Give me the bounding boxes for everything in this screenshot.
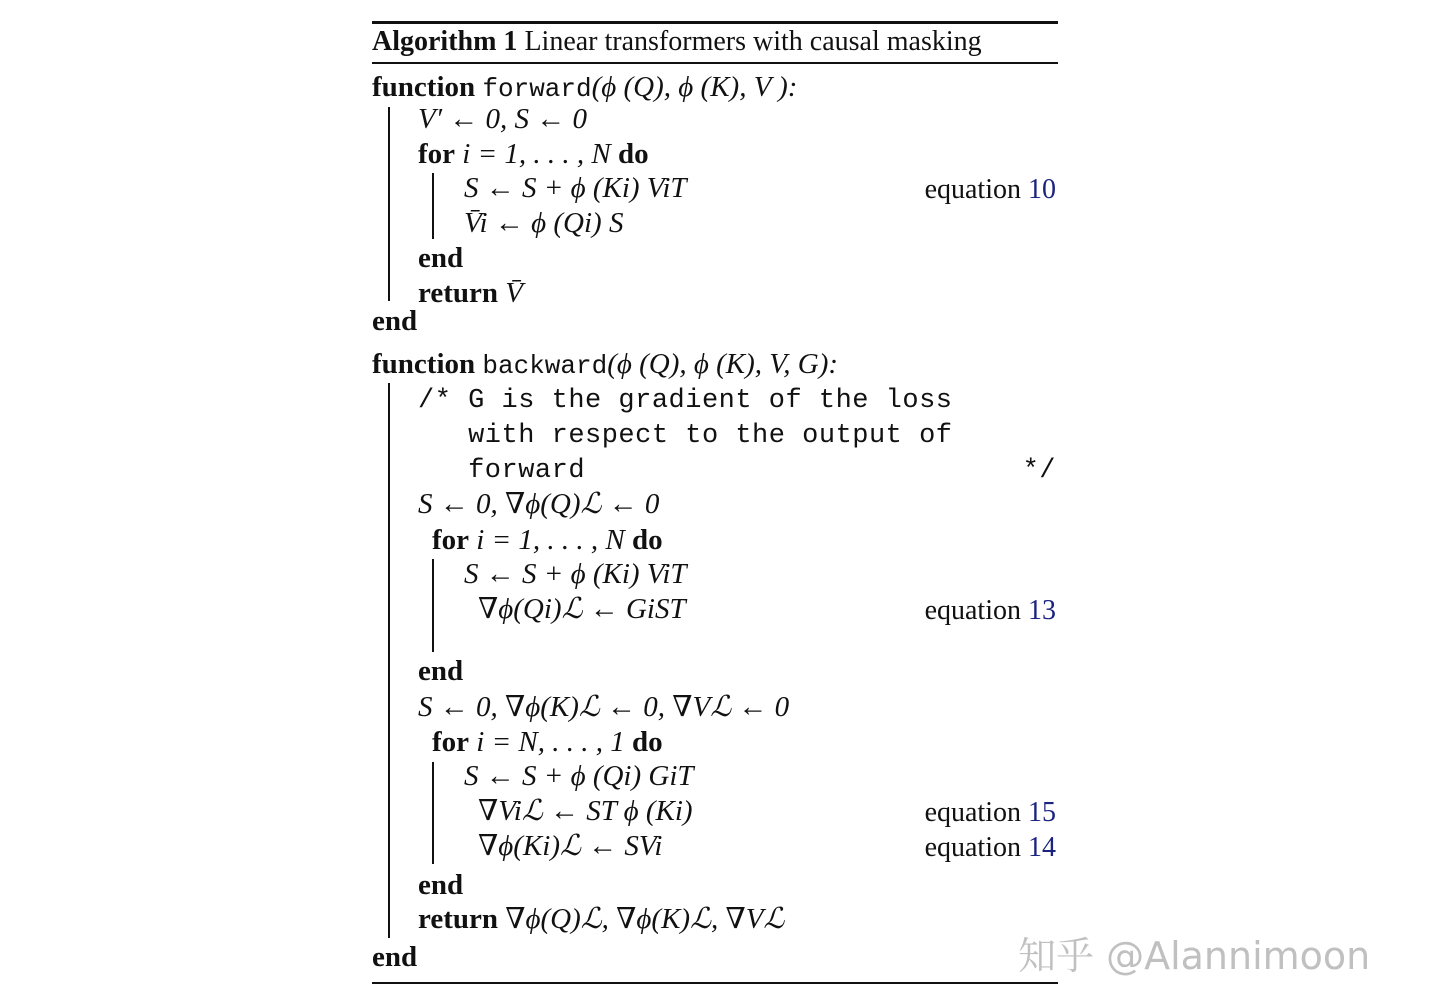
forward-return xyxy=(418,279,523,308)
equation-label: equation xyxy=(924,797,1021,828)
forward-line-1-note xyxy=(925,176,1056,204)
keyword-function: function xyxy=(372,71,476,103)
equation-label: equation xyxy=(924,174,1021,205)
backward-loop-2-line-1: S ← S + ϕ (Qi) GiT xyxy=(464,760,694,792)
backward-loop-1-line-2: ∇ϕ(Qi)ℒ ← GiST xyxy=(478,593,686,625)
backward-args: (ϕ (Q), ϕ (K), V, G): xyxy=(607,348,839,380)
backward-end-for-2: end xyxy=(418,869,464,901)
keyword-function: function xyxy=(372,348,476,380)
forward-init: V′ ← 0, S ← 0 xyxy=(418,103,588,135)
function-name-forward: forward xyxy=(482,74,592,104)
backward-loop-2-line-3: ∇ϕ(Ki)ℒ ← SVi xyxy=(478,830,663,862)
comment-line-1: /* G is the gradient of the loss xyxy=(418,386,953,416)
backward-loop-2-note-2 xyxy=(925,834,1056,862)
backward-return xyxy=(418,905,784,934)
forward-signature xyxy=(372,73,797,102)
backward-signature xyxy=(372,350,838,379)
comment-line-3: forward xyxy=(418,456,586,486)
backward-loop-1-line-1: S ← S + ϕ (Ki) ViT xyxy=(464,558,687,590)
keyword-do: do xyxy=(632,726,663,758)
equation-ref-link[interactable]: 10 xyxy=(1028,174,1056,205)
backward-loop-2-bar xyxy=(432,762,434,864)
comment-line-2: with respect to the output of xyxy=(418,421,953,451)
backward-end-for-1: end xyxy=(418,655,464,687)
keyword-for: for xyxy=(418,138,456,170)
equation-ref-link[interactable]: 15 xyxy=(1028,797,1056,828)
forward-end: end xyxy=(372,305,418,337)
forward-line-2: V̄i ← ϕ (Qi) S xyxy=(464,207,624,239)
backward-loop-1-range: i = 1, . . . , N xyxy=(476,524,625,556)
equation-ref-link[interactable]: 14 xyxy=(1028,832,1056,863)
backward-return-value: ∇ϕ(Q)ℒ, ∇ϕ(K)ℒ, ∇Vℒ xyxy=(505,903,785,935)
backward-loop-2-range: i = N, . . . , 1 xyxy=(476,726,625,758)
backward-loop-1-bar xyxy=(432,559,434,652)
bottom-rule xyxy=(372,982,1058,984)
backward-end: end xyxy=(372,941,418,973)
caption-rule xyxy=(372,62,1058,64)
keyword-return: return xyxy=(418,277,499,309)
forward-end-for: end xyxy=(418,242,464,274)
forward-args: (ϕ (Q), ϕ (K), V ): xyxy=(591,71,798,103)
backward-loop-2-line-2: ∇Viℒ ← ST ϕ (Ki) xyxy=(478,795,693,827)
equation-label: equation xyxy=(924,832,1021,863)
forward-loop-range: i = 1, . . . , N xyxy=(462,138,611,170)
top-rule xyxy=(372,21,1058,24)
algorithm-caption xyxy=(372,26,982,58)
equation-label: equation xyxy=(924,595,1021,626)
backward-for-2 xyxy=(432,728,663,757)
caption-label: Algorithm 1 xyxy=(372,26,518,57)
forward-loop-bar xyxy=(432,173,434,239)
keyword-return: return xyxy=(418,903,499,935)
equation-ref-link[interactable]: 13 xyxy=(1028,595,1056,626)
backward-for-1 xyxy=(432,526,663,555)
keyword-do: do xyxy=(618,138,649,170)
backward-loop-1-note xyxy=(925,597,1056,625)
comment-end: */ xyxy=(1022,456,1056,486)
forward-line-1: S ← S + ϕ (Ki) ViT xyxy=(464,172,687,204)
function-name-backward: backward xyxy=(482,351,608,381)
keyword-do: do xyxy=(632,524,663,556)
algorithm-box xyxy=(372,21,1058,986)
forward-block-bar xyxy=(388,107,390,301)
forward-for xyxy=(418,140,649,169)
keyword-for: for xyxy=(432,524,470,556)
backward-init-2: S ← 0, ∇ϕ(K)ℒ ← 0, ∇Vℒ ← 0 xyxy=(418,691,790,723)
keyword-for: for xyxy=(432,726,470,758)
watermark-text: 知乎 @Alannimoon xyxy=(1018,934,1371,978)
caption-title: Linear transformers with causal masking xyxy=(524,26,982,57)
backward-block-bar xyxy=(388,383,390,938)
backward-loop-2-note-1 xyxy=(925,799,1056,827)
forward-return-value: V̄ xyxy=(505,277,523,309)
backward-init-1: S ← 0, ∇ϕ(Q)ℒ ← 0 xyxy=(418,488,660,520)
